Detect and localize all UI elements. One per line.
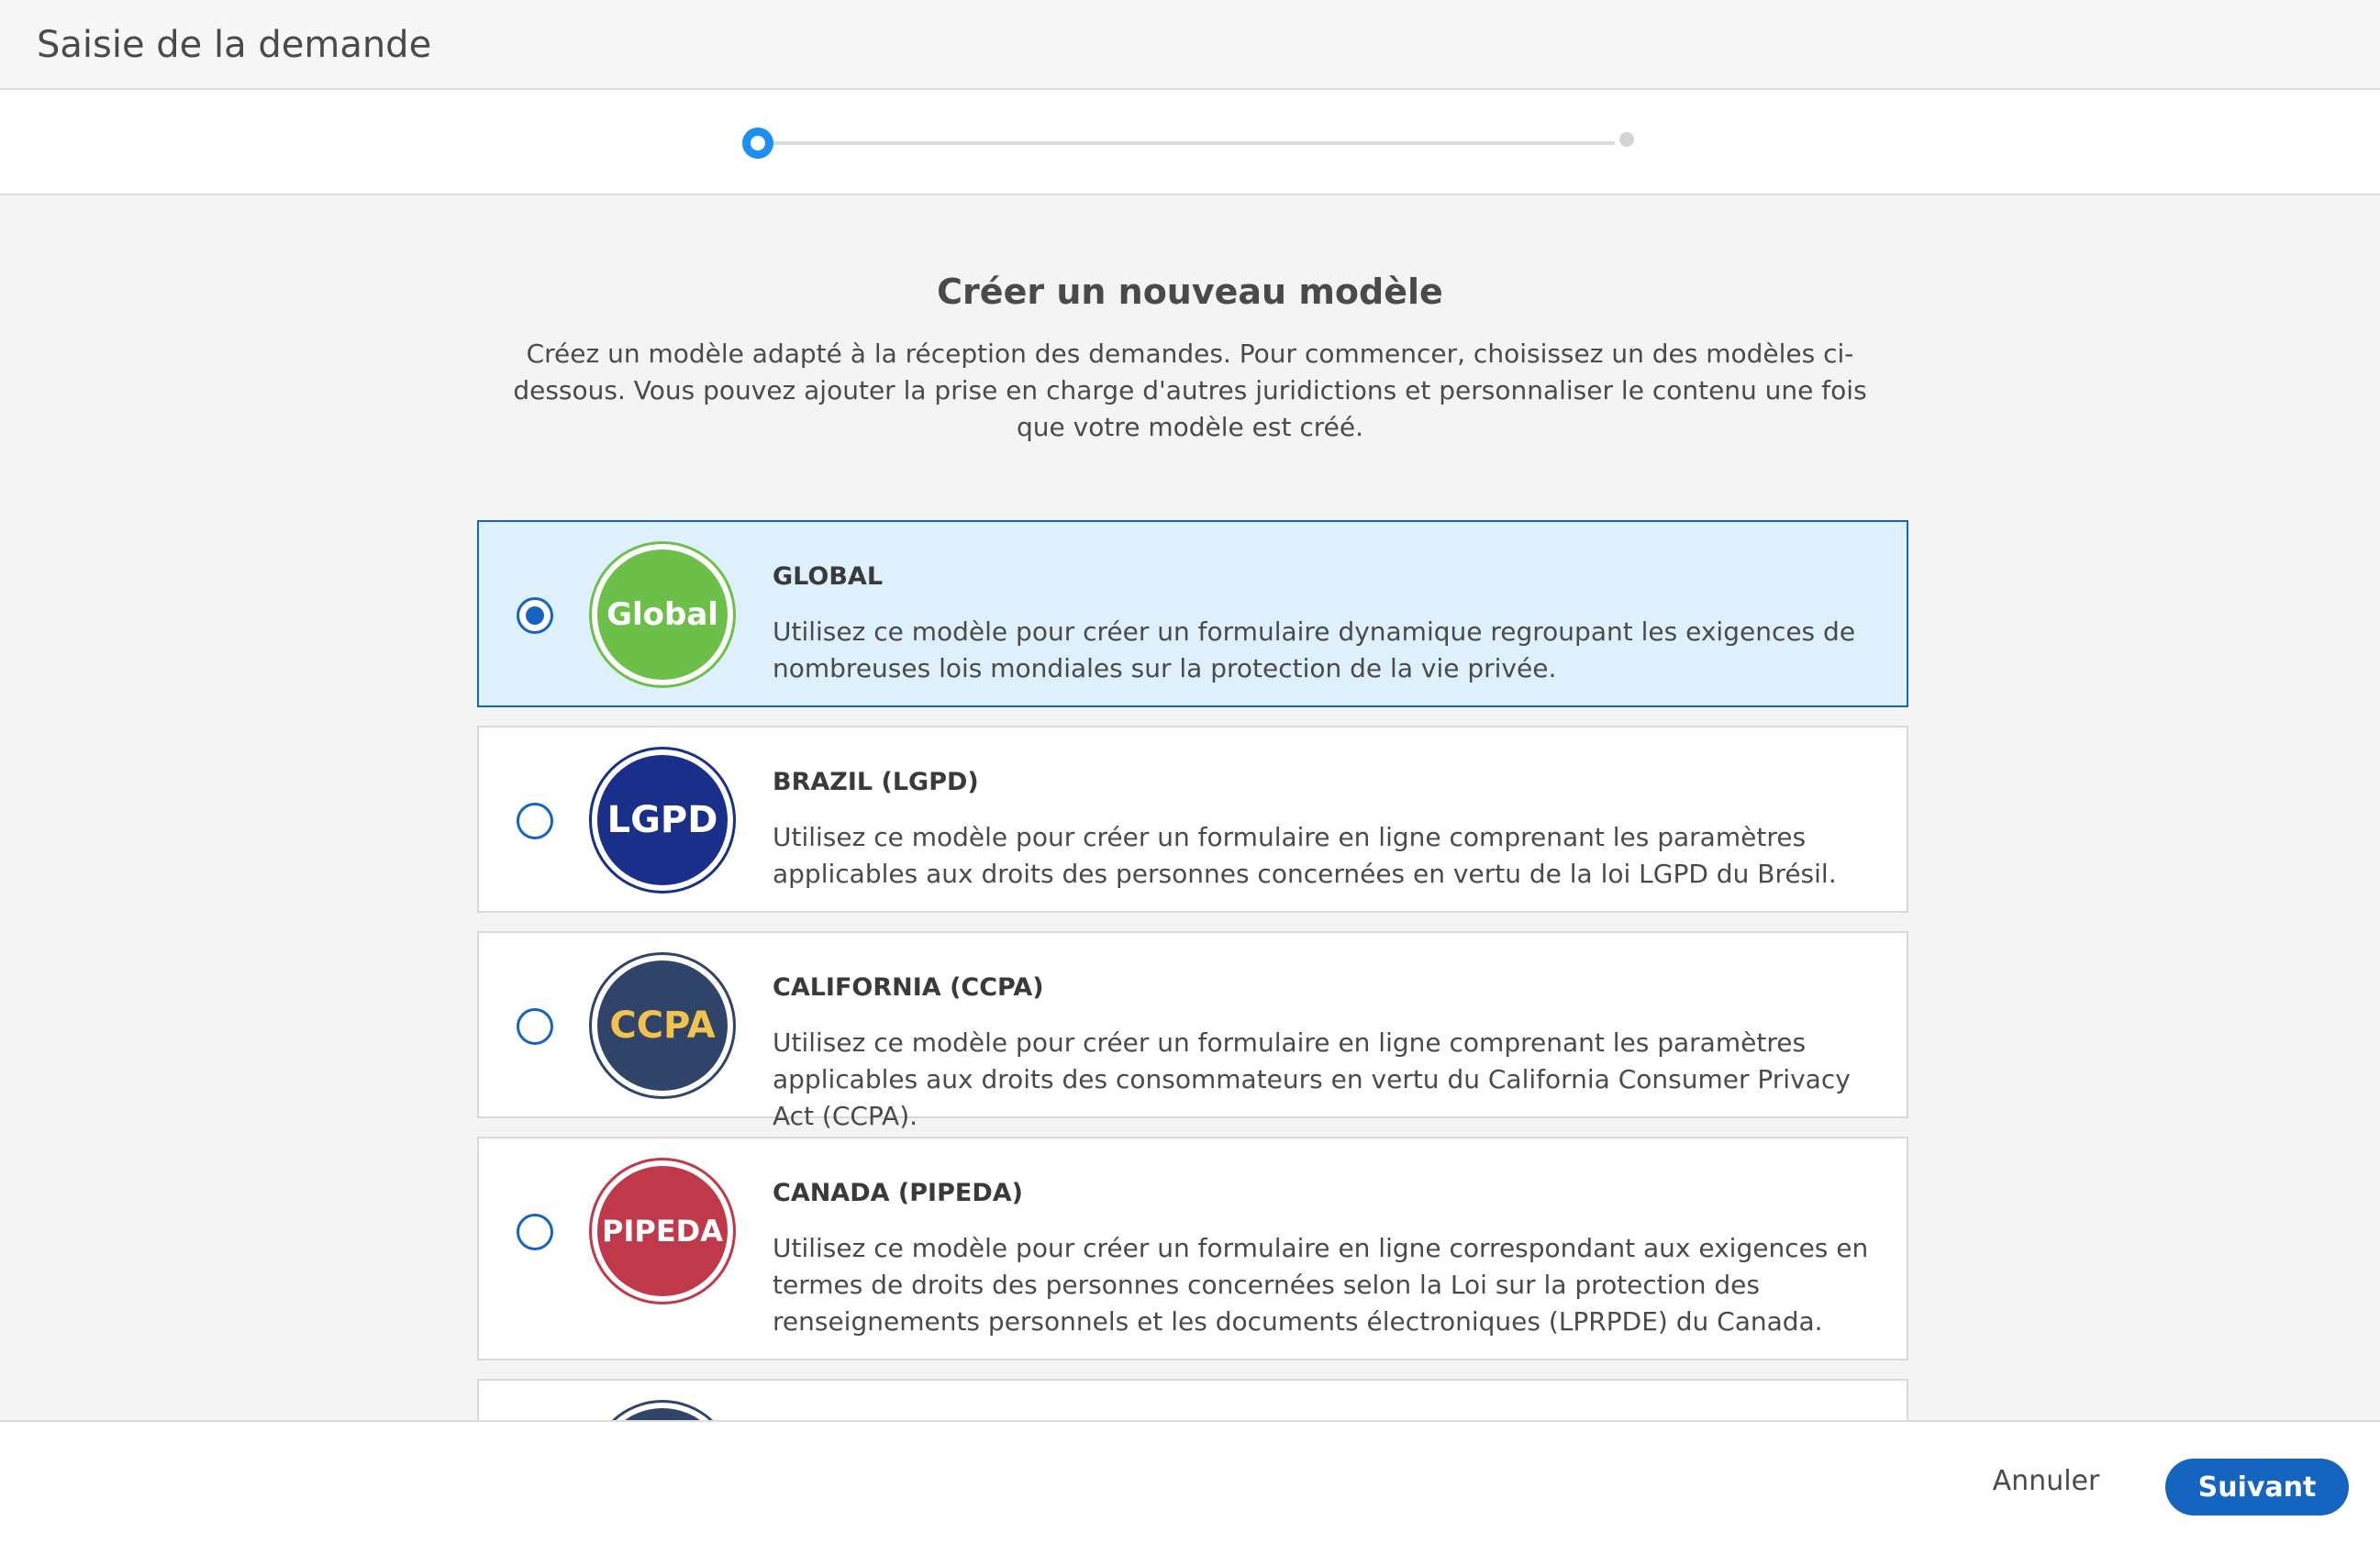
badge-label: LGPD <box>597 755 728 885</box>
template-card-global[interactable] <box>477 520 1908 707</box>
page-title: Saisie de la demande <box>37 24 432 66</box>
next-button[interactable]: Suivant <box>2165 1459 2349 1515</box>
template-card-lgpd[interactable] <box>477 726 1908 913</box>
badge-label: Global <box>597 549 728 680</box>
card-title: GLOBAL <box>773 562 884 591</box>
global-badge-icon <box>589 541 736 688</box>
template-card-ccpa[interactable] <box>477 931 1908 1131</box>
ccpa-badge-icon <box>589 952 736 1099</box>
card-description: Utilisez ce modèle pour créer un formulaire dynamique regroupant les exigences de nombreuses lois mondiales sur la protection de la vie privée. <box>773 616 1856 683</box>
template-card-partial[interactable] <box>477 1379 1908 1420</box>
step-2-indicator <box>1619 132 1634 147</box>
lgpd-badge-icon <box>589 747 736 894</box>
pipeda-badge-icon <box>589 1158 736 1304</box>
template-card-pipeda[interactable] <box>477 1137 1908 1360</box>
badge-label: PIPEDA <box>597 1166 728 1296</box>
card-description: Utilisez ce modèle pour créer un formulaire en ligne comprenant les paramètres applicables aux droits des personnes concernées en vertu de la loi LGPD du Brésil. <box>773 822 1837 889</box>
radio-pipeda[interactable] <box>517 1214 553 1250</box>
badge-label: CCPA <box>597 960 728 1091</box>
partial-badge-icon <box>589 1400 736 1420</box>
section-description: Créez un modèle adapté à la réception des demandes. Pour commencer, choisissez un des modèles ci-dessous. Vous pouvez ajouter la prise en charge d'autres juridictions et personnaliser le contenu une fois que votre modèle est créé. <box>513 339 1867 442</box>
radio-global[interactable] <box>517 597 553 634</box>
badge-circle <box>597 1408 728 1420</box>
radio-lgpd[interactable] <box>517 803 553 839</box>
radio-ccpa[interactable] <box>517 1008 553 1045</box>
card-description: Utilisez ce modèle pour créer un formulaire en ligne comprenant les paramètres applicables aux droits des consommateurs en vertu du California Consumer Privacy Act (CCPA). <box>773 1027 1851 1131</box>
card-description: Utilisez ce modèle pour créer un formulaire en ligne correspondant aux exigences en termes de droits des personnes concernées selon la Loi sur la protection des renseignements personnels et les documents électroniques (LPRPDE) du Canada. <box>773 1233 1869 1337</box>
wizard-stepper <box>0 90 2380 195</box>
section-heading: Créer un nouveau modèle <box>937 272 1443 312</box>
stepper-track <box>771 141 1615 145</box>
step-1-indicator <box>742 128 773 159</box>
app-header <box>0 0 2380 90</box>
main-content <box>0 195 2380 1420</box>
footer-bar <box>0 1420 2380 1543</box>
card-title: CALIFORNIA (CCPA) <box>773 973 1044 1002</box>
card-title: BRAZIL (LGPD) <box>773 768 979 796</box>
cancel-button[interactable]: Annuler <box>1973 1453 2119 1508</box>
card-title: CANADA (PIPEDA) <box>773 1179 1023 1207</box>
